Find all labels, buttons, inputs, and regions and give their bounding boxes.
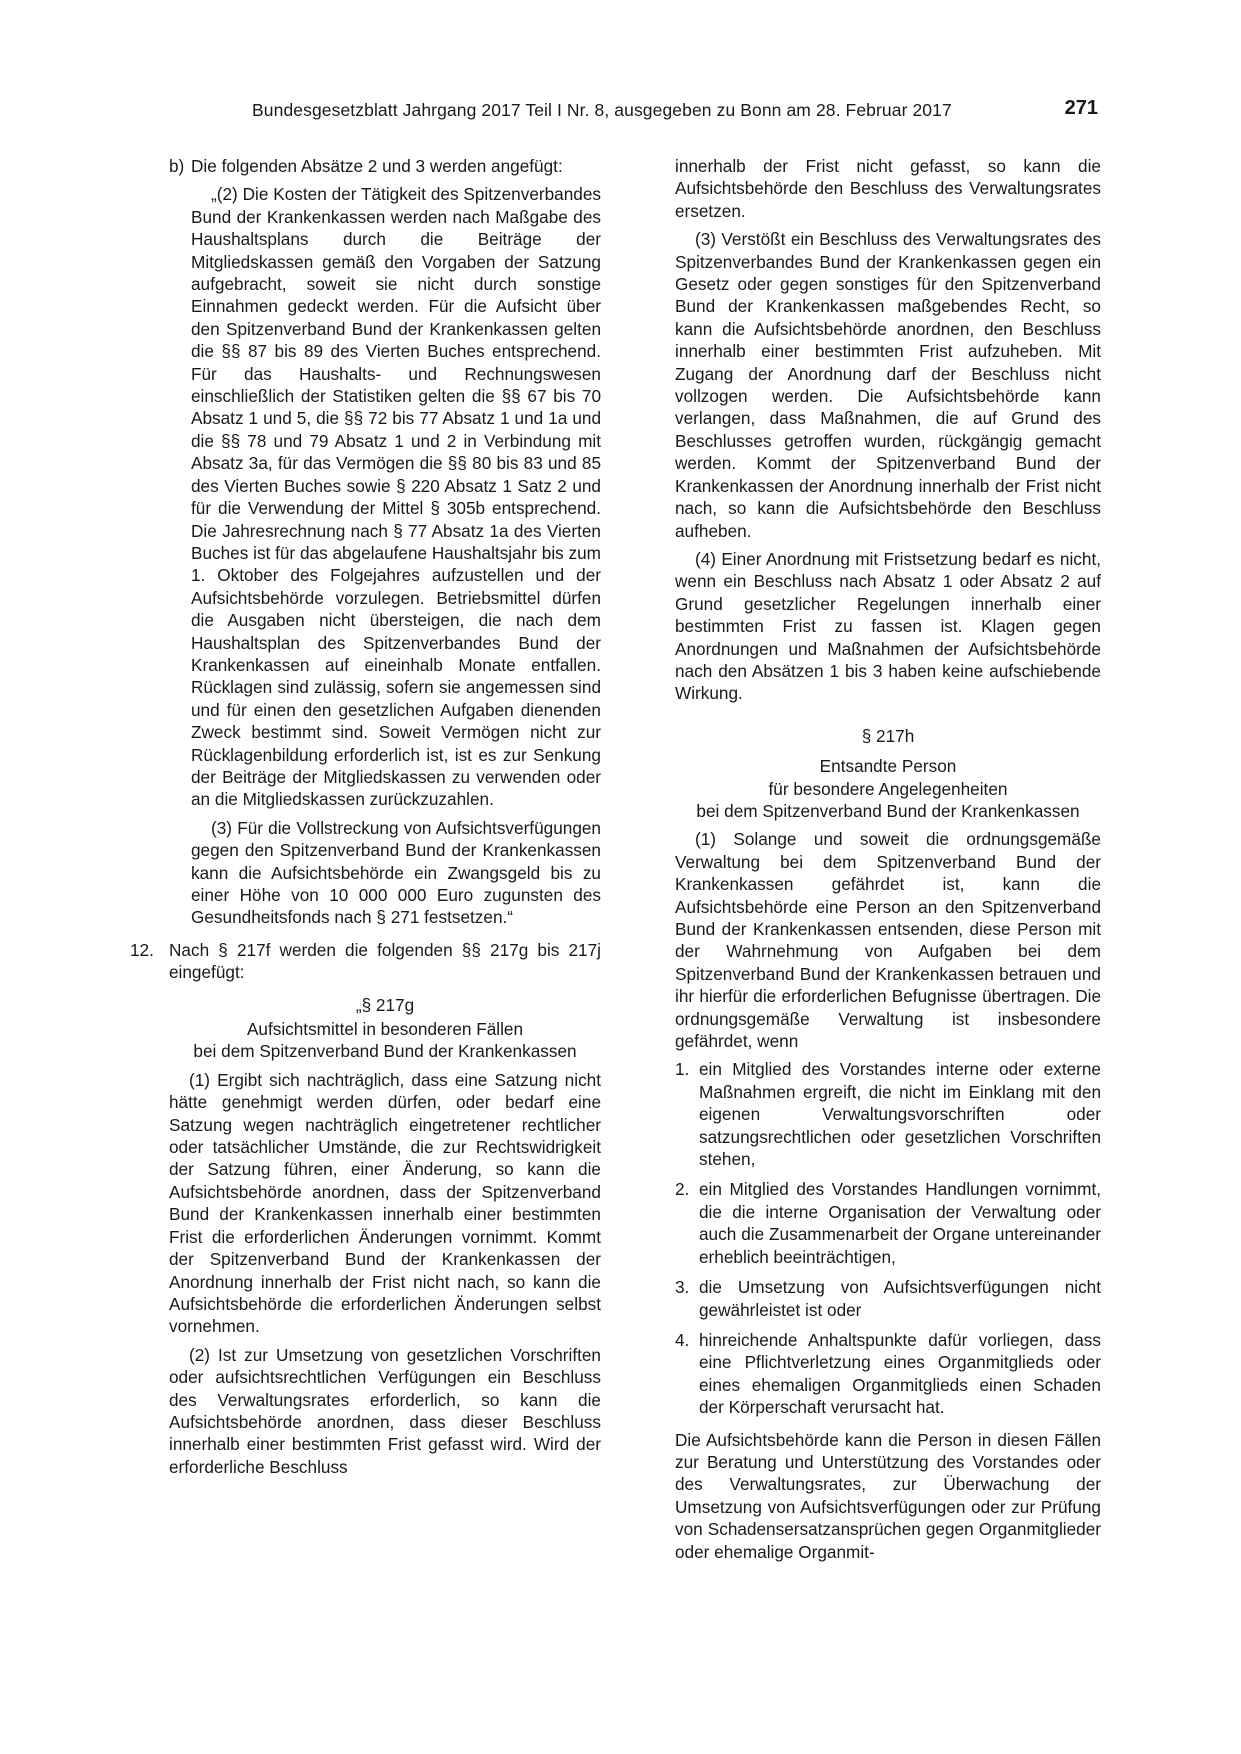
paragraph-1: (1) Ergibt sich nachträglich, dass eine Satzung nicht hätte genehmigt werden dürfen, oder bedarf eine Satzung wegen nachträglich eingetretener rechtlicher oder tatsächlicher Umstände, die zur Rechtswidrigkeit der Satzung führen, einer Änderung, so kann die Aufsichtsbehörde anordnen, dass der Spitzenverband Bund der Krankenkassen innerhalb einer bestimmten Frist die erforderlichen Änderungen vornimmt. Kommt der Spitzenverband Bund der Krankenkassen der Anordnung innerhalb der Frist nicht nach, so kann die Aufsichtsbehörde die erforderlichen Änderungen selbst vornehmen. xyxy=(169,1069,601,1337)
amendment-item-12 xyxy=(130,939,601,1484)
section-number-217g: „§ 217g xyxy=(355,994,415,1015)
list-item-number: 2. xyxy=(675,1179,690,1200)
list-item xyxy=(675,1329,1101,1419)
amendment-item-b xyxy=(169,155,601,935)
gazette-title: Bundesgesetzblatt Jahrgang 2017 Teil I Nr. 8, ausgegeben zu Bonn am 28. Februar 2017 xyxy=(252,100,952,120)
paragraph-1: (1) Solange und soweit die ordnungsgemäße Verwaltung bei dem Spitzenverband Bund der Krankenkassen gefährdet ist, kann die Aufsichtsbehörde eine Person an den Spitzenverband Bund der Krankenkassen entsenden, diese Person mit der Wahrnehmung von Aufgaben bei dem Spitzenverband Bund der Krankenkassen betrauen und ihr hierfür die erforderlichen Befugnisse übertragen. Die ordnungsgemäße Verwaltung ist insbesondere gefährdet, wenn xyxy=(675,829,1101,1052)
item-text: Nach § 217f werden die folgenden §§ 217g bis 217j eingefügt: xyxy=(169,939,601,983)
list-item-text: die Umsetzung von Aufsichtsverfügungen nicht gewährleistet ist oder xyxy=(699,1277,1101,1320)
paragraph-3: (3) Für die Vollstreckung von Aufsichtsverfügungen gegen den Spitzenverband Bund der Krankenkassen kann die Aufsichtsbehörde ein Zwangsgeld bis zu einer Höhe von 10 000 000 Euro zugunsten des Gesundheitsfonds nach § 271 festsetzen.“ xyxy=(191,817,601,928)
paragraph-2: „(2) Die Kosten der Tätigkeit des Spitzenverbandes Bund der Krankenkassen werden nach Maßgabe des Haushaltsplans durch die Beiträge der Mitgliedskassen gemäß den Vorgaben der Satzung aufgebracht, soweit sie nicht durch sonstige Einnahmen gedeckt werden. Für die Aufsicht über den Spitzenverband Bund der Krankenkassen gelten die §§ 87 bis 89 des Vierten Buches entsprechend. Für das Haushalts- und Rechnungswesen einschließlich der Statistiken gelten die §§ 67 bis 70 Absatz 1 und 5, die §§ 72 bis 77 Absatz 1 und 1a und die §§ 78 und 79 Absatz 1 und 2 in Verbindung mit Absatz 3a, für das Vermögen die §§ 80 bis 83 und 85 des Vierten Buches sowie § 220 Absatz 1 Satz 2 und für die Verwendung der Mittel § 305b entsprechend. Die Jahresrechnung nach § 77 Absatz 1a des Vierten Buches ist für das abgelaufene Haushaltsjahr bis zum 1. Oktober des Folgejahres aufzustellen und der Aufsichtsbehörde vorzulegen. Betriebsmittel dürfen die Ausgaben nicht übersteigen, die nach dem Haushaltsplan des Spitzenverbandes Bund der Krankenkassen auf eineinhalb Monate entfallen. Rücklagen sind zulässig, sofern sie angemessen sind und für einen den gesetzlichen Aufgaben dienenden Zweck bestimmt sind. Soweit Vermögen nicht zur Rücklagenbildung erforderlich ist, ist es zur Senkung der Beiträge der Mitgliedskassen zu verwenden oder an die Mitgliedskassen zurückzuzahlen. xyxy=(191,184,601,810)
section-title-line: bei dem Spitzenverband Bund der Krankenkassen xyxy=(193,1041,577,1062)
item-label: b) xyxy=(169,156,185,176)
paragraph-4: (4) Einer Anordnung mit Fristsetzung bedarf es nicht, wenn ein Beschluss nach Absatz 1 oder Absatz 2 auf Grund gesetzlicher Regelungen innerhalb einer bestimmten Frist zu fassen ist. Klagen gegen Anordnungen und Maßnahmen der Aufsichtsbehörde nach den Absätzen 1 bis 3 haben keine aufschiebende Wirkung. xyxy=(675,548,1101,704)
list-item-number: 1. xyxy=(675,1059,690,1080)
section-title-line: für besondere Angelegenheiten xyxy=(768,778,1008,799)
list-item-text: hinreichende Anhaltspunkte dafür vorliegen, dass eine Pflichtverletzung eines Organmitglieds oder eines ehemaligen Organmitglieds einen Schaden der Körperschaft verursacht hat. xyxy=(699,1329,1101,1418)
list-item-text: ein Mitglied des Vorstandes Handlungen vornimmt, die die interne Organisation der Verwaltung oder auch die Zusammenarbeit der Organe untereinander erheblich beeinträchtigen, xyxy=(699,1179,1101,1267)
list-item xyxy=(675,1276,1101,1321)
list-item-text: ein Mitglied des Vorstandes interne oder externe Maßnahmen ergreift, die nicht im Einklang mit den eigenen Verwaltungsvorschriften oder satzungsrechtlichen oder gesetzlichen Vorschriften stehen, xyxy=(699,1059,1101,1170)
list-item xyxy=(675,1178,1101,1268)
section-title-217g xyxy=(169,1018,601,1063)
section-title-217h xyxy=(675,755,1101,822)
page-number: 271 xyxy=(1064,97,1098,119)
item-text: Die folgenden Absätze 2 und 3 werden angefügt: xyxy=(191,156,563,176)
section-title-line: Entsandte Person xyxy=(819,756,957,777)
section-title-line: Aufsichtsmittel in besonderen Fällen xyxy=(246,1019,524,1040)
page-header xyxy=(0,97,1241,128)
criteria-list xyxy=(675,1058,1101,1418)
item-number: 12. xyxy=(130,939,154,960)
paragraph-2: (2) Ist zur Umsetzung von gesetzlichen Vorschriften oder aufsichtsrechtlichen Verfügungen ein Beschluss des Verwaltungsrates erforderlich, so kann die Aufsichtsbehörde anordnen, dass dieser Beschluss innerhalb einer bestimmten Frist gefasst wird. Wird der erforderliche Beschluss xyxy=(169,1344,601,1477)
section-title-line: bei dem Spitzenverband Bund der Krankenkassen xyxy=(696,800,1080,821)
left-column xyxy=(130,155,601,1484)
right-column xyxy=(675,155,1101,1569)
list-item-number: 4. xyxy=(675,1329,690,1350)
list-item-number: 3. xyxy=(675,1277,690,1298)
section-number-217h: § 217h xyxy=(861,725,915,746)
list-item xyxy=(675,1058,1101,1170)
paragraph-continuation: innerhalb der Frist nicht gefasst, so kann die Aufsichtsbehörde den Beschluss des Verwaltungsrates ersetzen. xyxy=(675,156,1101,221)
closing-paragraph: Die Aufsichtsbehörde kann die Person in diesen Fällen zur Beratung und Unterstützung des Vorstandes oder des Verwaltungsrates, zur Überwachung der Umsetzung von Aufsichtsverfügungen oder zur Prüfung von Schadensersatzansprüchen gegen Organmitglieder oder ehemalige Organmit- xyxy=(675,1429,1101,1562)
paragraph-3: (3) Verstößt ein Beschluss des Verwaltungsrates des Spitzenverbandes Bund der Krankenkassen gegen ein Gesetz oder gegen sonstiges für den Spitzenverband Bund der Krankenkassen maßgebendes Recht, so kann die Aufsichtsbehörde anordnen, den Beschluss innerhalb einer bestimmten Frist aufzuheben. Mit Zugang der Anordnung darf der Beschluss nicht vollzogen werden. Die Aufsichtsbehörde kann verlangen, dass Maßnahmen, die auf Grund des Beschlusses getroffen wurden, rückgängig gemacht werden. Kommt der Spitzenverband Bund der Krankenkassen der Anordnung innerhalb der Frist nicht nach, so kann die Aufsichtsbehörde den Beschluss aufheben. xyxy=(675,229,1101,541)
